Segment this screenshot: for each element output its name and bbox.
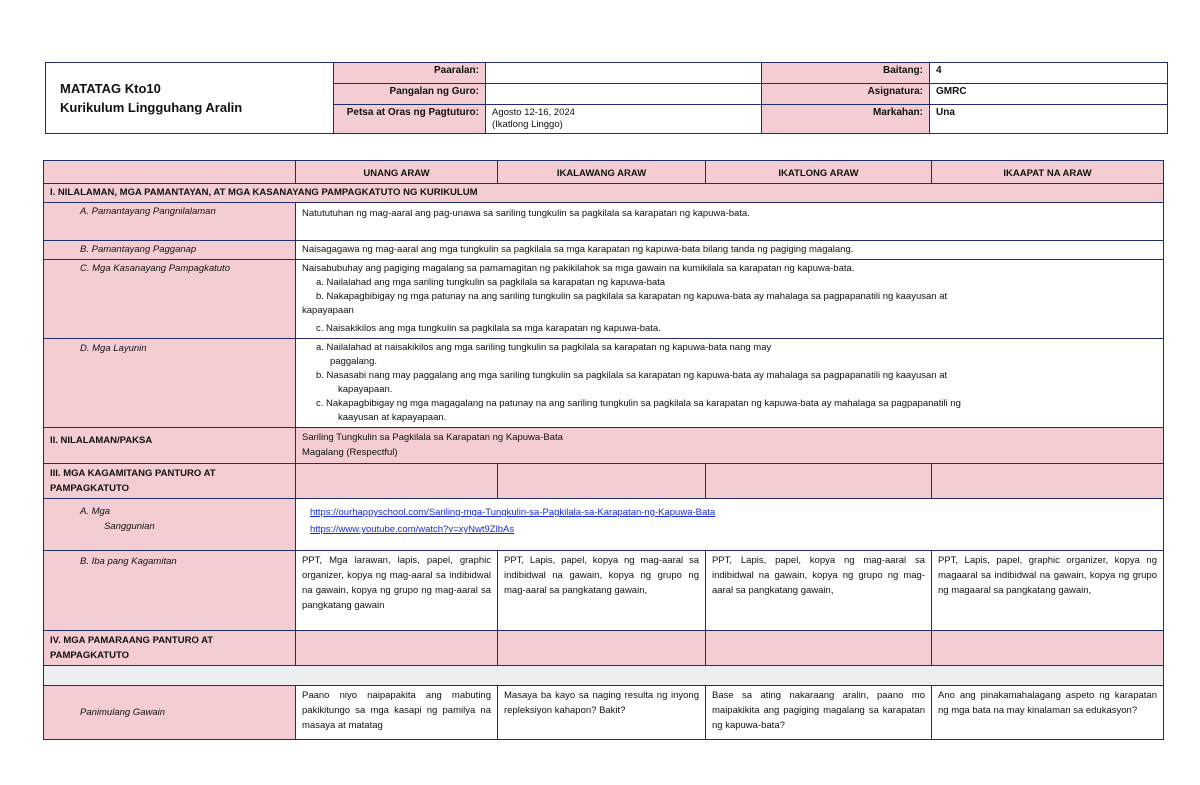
panimulang-gawain-day2: Masaya ba kayo sa naging resulta ng inyong repleksiyon kahapon? Bakit? bbox=[498, 686, 706, 740]
iba-pang-kagamitan-label: B. Iba pang Kagamitan bbox=[44, 551, 296, 631]
title-line1: MATATAG Kto10 bbox=[60, 81, 161, 96]
sanggunian-link-2[interactable]: https://www.youtube.com/watch?v=xyNwt9ZlbAs bbox=[310, 524, 515, 535]
kasanayan-b2: kapayapaan bbox=[302, 305, 354, 316]
section1-heading: I. NILALAMAN, MGA PAMANTAYAN, AT MGA KASANAYANG PAMPAGKATUTO NG KURIKULUM bbox=[44, 184, 1164, 203]
value-asignatura: GMRC bbox=[930, 84, 1168, 105]
label-baitang: Baitang: bbox=[762, 63, 930, 84]
col-unang-araw: UNANG ARAW bbox=[296, 161, 498, 184]
pamaraan-day3 bbox=[706, 631, 932, 666]
panimulang-gawain-day4: Ano ang pinakamahalagang aspeto ng karapatan ng mga bata na may kinalaman sa edukasyon? bbox=[932, 686, 1164, 740]
nilalaman-paksa-text bbox=[296, 428, 1164, 464]
pamantayang-pagganap-text: Naisagagawa ng mag-aaral ang mga tungkulin sa pagkilala sa mga karapatan ng kapuwa-bata bilang tanda ng pagiging magalang. bbox=[296, 241, 1164, 260]
kasanayan-b: b. Nakapagbibigay ng mga patunay na ang sariling tungkulin sa pagkilala sa karapatan ng kapuwa-bata ay mahalaga sa pagpapanatili ng kaayusan at bbox=[316, 291, 948, 302]
pamantayang-pangnilalaman-text: Natututuhan ng mag-aaral ang pag-unawa sa sariling tungkulin sa pagkilala sa karapatan ng kapuwa-bata. bbox=[296, 203, 1164, 241]
paksa-line2: Magalang (Respectful) bbox=[302, 447, 398, 458]
pamantayang-pagganap-label: B. Pamantayang Pagganap bbox=[44, 241, 296, 260]
label-petsa: Petsa at Oras ng Pagtuturo: bbox=[334, 105, 486, 134]
kagamitan-day3 bbox=[706, 464, 932, 499]
kagamitan-day4 bbox=[932, 464, 1164, 499]
paksa-line1: Sariling Tungkulin sa Pagkilala sa Karapatan ng Kapuwa-Bata bbox=[302, 432, 563, 443]
layunin-b2: kapayapaan. bbox=[338, 384, 393, 395]
layunin-b: b. Nasasabi nang may paggalang ang mga sariling tungkulin sa pagkilala sa karapatan ng kapuwa-bata ay mahalaga sa pagpapanatili ng kaayusan at bbox=[316, 370, 948, 381]
pamantayang-pangnilalaman-label: A. Pamantayang Pangnilalaman bbox=[44, 203, 296, 241]
sanggunian-links bbox=[296, 499, 1164, 551]
petsa-line2: (Ikatlong Linggo) bbox=[492, 119, 563, 130]
value-baitang: 4 bbox=[930, 63, 1168, 84]
mga-layunin-text bbox=[296, 339, 1164, 428]
iba-pang-kagamitan-day2: PPT, Lapis, papel, kopya ng mag-aaral sa indibidwal na gawain, kopya ng grupo ng mag-aaral sa pangkatang gawain, bbox=[498, 551, 706, 631]
layunin-a: a. Nailalahad at naisakikilos ang mga sariling tungkulin sa pagkilala sa karapatan ng kapuwa-bata nang may bbox=[316, 342, 772, 353]
value-paaralan bbox=[486, 63, 762, 84]
section2-heading: II. NILALAMAN/PAKSA bbox=[44, 428, 296, 464]
panimulang-gawain-label: Panimulang Gawain bbox=[44, 686, 296, 740]
sanggunian-label bbox=[44, 499, 296, 551]
label-guro: Pangalan ng Guro: bbox=[334, 84, 486, 105]
value-markahan: Una bbox=[930, 105, 1168, 134]
kagamitan-day2 bbox=[498, 464, 706, 499]
sanggunian-label-line2: Sanggunian bbox=[104, 521, 155, 532]
kasanayan-c: c. Naisakikilos ang mga tungkulin sa pagkilala sa mga karapatan ng kapuwa-bata. bbox=[316, 323, 661, 334]
spacer-row bbox=[44, 666, 1164, 686]
layunin-c: c. Nakapagbibigay ng mga magagalang na patunay na ang sariling tungkulin sa pagkilala sa karapatan ng kapuwa-bata ay mahalaga sa pagpapanatili ng bbox=[316, 398, 961, 409]
col-ikalawang-araw: IKALAWANG ARAW bbox=[498, 161, 706, 184]
layunin-c2: kaayusan at kapayapaan. bbox=[338, 412, 447, 423]
sanggunian-link-1[interactable]: https://ourhappyschool.com/Sariling-mga-Tungkulin-sa-Pagkilala-sa-Karapatan-ng-Kapuwa-Bata bbox=[310, 507, 716, 518]
lesson-table bbox=[43, 160, 1164, 740]
section3-heading: III. MGA KAGAMITANG PANTURO AT PAMPAGKATUTO bbox=[44, 464, 296, 499]
title-line2: Kurikulum Lingguhang Aralin bbox=[60, 100, 243, 115]
petsa-line1: Agosto 12-16, 2024 bbox=[492, 107, 575, 118]
value-petsa bbox=[486, 105, 762, 134]
pamaraan-day4 bbox=[932, 631, 1164, 666]
panimulang-gawain-day3: Base sa ating nakaraang aralin, paano mo maipakikita ang pagiging magalang sa karapatan ng kapuwa-bata? bbox=[706, 686, 932, 740]
sanggunian-label-line1: A. Mga bbox=[80, 506, 111, 517]
panimulang-gawain-day1: Paano niyo naipapakita ang mabuting pakikitungo sa mga kasapi ng pamilya na masaya at matatag bbox=[296, 686, 498, 740]
kasanayan-a: a. Nailalahad ang mga sariling tungkulin sa pagkilala sa karapatan ng kapuwa-bata bbox=[316, 277, 666, 288]
iba-pang-kagamitan-day4: PPT, Lapis, papel, graphic organizer, kopya ng magaaral sa indibidwal na gawain, kopya ng grupo ng magaaral sa pangkatang gawain, bbox=[932, 551, 1164, 631]
title-block bbox=[46, 63, 334, 134]
section4-heading: IV. MGA PAMARAANG PANTURO AT PAMPAGKATUTO bbox=[44, 631, 296, 666]
header-table bbox=[45, 62, 1168, 134]
label-markahan: Markahan: bbox=[762, 105, 930, 134]
mga-layunin-label: D. Mga Layunin bbox=[44, 339, 296, 428]
pamaraan-day2 bbox=[498, 631, 706, 666]
col-ikatlong-araw: IKATLONG ARAW bbox=[706, 161, 932, 184]
label-paaralan: Paaralan: bbox=[334, 63, 486, 84]
kasanayang-pampagkatuto-label: C. Mga Kasanayang Pampagkatuto bbox=[44, 260, 296, 339]
kasanayang-pampagkatuto-text bbox=[296, 260, 1164, 339]
iba-pang-kagamitan-day3: PPT, Lapis, papel, kopya ng mag-aaral sa indibidwal na gawain, kopya ng grupo ng mag-aaral sa pangkatang gawain, bbox=[706, 551, 932, 631]
kasanayan-intro: Naisabubuhay ang pagiging magalang sa pamamagitan ng pakikilahok sa mga gawain na kumikilala sa karapatan ng kapuwa-bata. bbox=[302, 263, 855, 274]
value-guro bbox=[486, 84, 762, 105]
label-asignatura: Asignatura: bbox=[762, 84, 930, 105]
iba-pang-kagamitan-day1: PPT, Mga larawan, lapis, papel, graphic organizer, kopya ng mag-aaral sa indibidwal na gawain, kopya ng grupo ng mag-aaral sa pangkatang gawain bbox=[296, 551, 498, 631]
kagamitan-day1 bbox=[296, 464, 498, 499]
col-ikaapat-na-araw: IKAAPAT NA ARAW bbox=[932, 161, 1164, 184]
corner-cell bbox=[44, 161, 296, 184]
layunin-a2: paggalang. bbox=[330, 356, 378, 367]
pamaraan-day1 bbox=[296, 631, 498, 666]
